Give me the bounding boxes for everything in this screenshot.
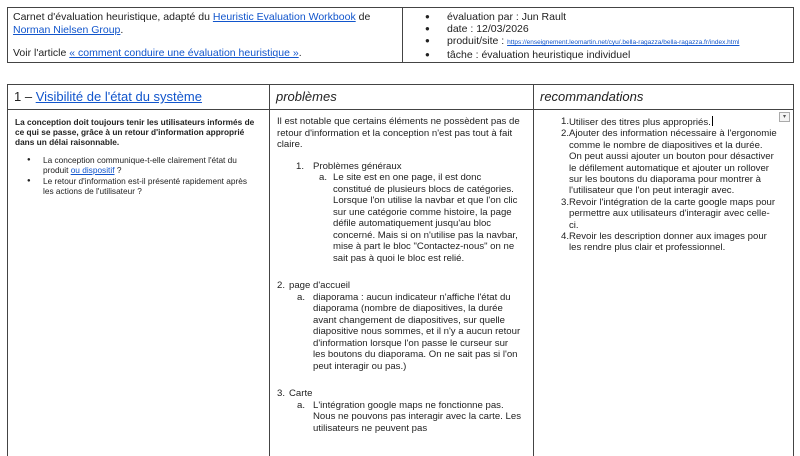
meta-list xyxy=(425,11,793,61)
problems-intro: Il est notable que certains éléments ne possèdent pas de retour d'information et la conception n'est pas tout à fait claire. xyxy=(277,116,520,150)
product-url-link[interactable]: https://enseignement.leomartin.net/cyu/.bella-ragazza/bella-ragazza.fr/index.html xyxy=(507,39,740,46)
item-letter: a. xyxy=(319,172,328,183)
section-heading xyxy=(277,161,527,173)
recommendation-item xyxy=(541,128,787,196)
item-number: 2. xyxy=(561,128,570,140)
meta-evaluator: ● évaluation par : Jun Rault xyxy=(425,11,793,23)
section-heading xyxy=(277,280,527,292)
item-text: Revoir les description donner aux images pour les rendre plus clair et professionnel. xyxy=(569,231,767,254)
heuristic-questions xyxy=(15,155,263,196)
item-text: Utiliser des titres plus appropriés. xyxy=(569,117,711,128)
section-number: 3. xyxy=(277,388,286,399)
heuristic-description-cell[interactable] xyxy=(8,110,269,456)
problem-section-general xyxy=(277,161,527,265)
recommendations-header: recommandations xyxy=(540,89,644,104)
problem-item xyxy=(277,400,527,435)
meta-product xyxy=(425,35,793,49)
item-letter: a. xyxy=(297,399,306,411)
source-mid: de xyxy=(355,11,371,23)
document-header-table xyxy=(7,7,794,63)
device-link[interactable]: ou dispositif xyxy=(70,165,115,175)
heuristic-table xyxy=(7,84,794,456)
heuristic-description: La conception doit toujours tenir les utilisateurs informés de ce qui se passe, grâce à un retour d'information approprié dans un délai raisonnable. xyxy=(15,117,255,147)
source-end: . xyxy=(120,24,124,36)
source-line xyxy=(13,11,397,37)
see-end: . xyxy=(298,47,302,59)
meta-date: ● date : 12/03/2026 xyxy=(425,23,793,35)
header-meta-cell xyxy=(403,8,793,62)
nng-link[interactable]: Norman Nielsen Group xyxy=(13,24,121,36)
item-number: 4. xyxy=(561,231,570,243)
workbook-link[interactable]: Heuristic Evaluation Workbook xyxy=(212,11,356,23)
recommendations-cell[interactable] xyxy=(534,110,793,456)
item-text: diaporama : aucun indicateur n'affiche l'état du diaporama (nombre de diapositives, la durée avant changement de diapositives, sur quelle diapositive nous sommes, et il n'y a aucun retour d'information lorsque l'on passe le curseur sur les boutons du diaporama. On ne sait pas si l'on peut interagir ou pas.) xyxy=(313,291,521,372)
heuristic-number: 1 – xyxy=(14,89,36,104)
section-number: 1. xyxy=(296,160,305,172)
item-text: Ajouter des information nécessaire à l'ergonomie comme le nombre de diapositives et la durée. On peut aussi ajouter un bouton pour désactiver le défilement automatique et ajouter un rollover sur les boutons du diaporama pour montrer à l'utilisateur que l'on peut interagir avec. xyxy=(569,128,777,197)
recommendations-column xyxy=(534,85,793,456)
problems-column xyxy=(270,85,534,456)
article-link[interactable]: « comment conduire une évaluation heuristique » xyxy=(69,47,299,59)
recommendation-item xyxy=(541,197,787,231)
chevron-down-icon[interactable]: ▾ xyxy=(779,112,790,122)
item-letter: a. xyxy=(297,291,306,303)
item-number: 1. xyxy=(561,116,570,127)
section-heading xyxy=(277,388,527,400)
section-number: 2. xyxy=(277,280,286,291)
problems-header: problèmes xyxy=(276,89,337,104)
see-article-line xyxy=(13,47,397,60)
heuristic-column xyxy=(8,85,270,456)
problem-item xyxy=(277,292,527,373)
text-cursor xyxy=(712,116,713,126)
meta-task: ● tâche : évaluation heuristique individuel xyxy=(425,49,793,61)
see-prefix: Voir l'article xyxy=(13,47,70,59)
question-item xyxy=(15,155,263,175)
section-title: Carte xyxy=(289,388,313,399)
source-prefix: Carnet d'évaluation heuristique, adapté du xyxy=(13,11,213,23)
problem-section-map xyxy=(277,388,527,434)
section-title: page d'accueil xyxy=(289,280,351,291)
problems-cell[interactable] xyxy=(270,110,533,456)
item-text: Le site est en one page, il est donc constitué de plusieurs blocs de catégories. Lorsque l'on utilise la navbar et que l'on clic sur une catégorie comme histoire, la page défile automatiquement jusqu'au bloc concerné. Mais si on n'utilise pas la navbar, mise à part le bloc "Contactez-nous" on ne sait pas à quoi le bloc est relié. xyxy=(333,172,518,264)
recommendations-list xyxy=(541,116,787,254)
item-text: Revoir l'intégration de la carte google maps pour permettre aux utilisateurs d'interagir avec celle-ci. xyxy=(569,196,776,231)
question-1-text: La conception communique-t-elle clairement l'état du produit xyxy=(43,155,237,175)
heuristic-title-cell xyxy=(8,85,269,109)
recommendation-item xyxy=(541,116,787,128)
section-title: Problèmes généraux xyxy=(313,160,402,172)
question-1-end: ? xyxy=(114,165,122,175)
recommendation-item xyxy=(541,231,787,254)
problem-item xyxy=(277,172,527,264)
item-number: 3. xyxy=(561,196,570,208)
product-label: produit/site : xyxy=(447,35,508,47)
heuristic-title-link[interactable]: Visibilité de l'état du système xyxy=(35,89,202,104)
problem-section-home xyxy=(277,280,527,372)
question-item: ● Le retour d'information est-il présenté rapidement après les actions de l'utilisateur ? xyxy=(15,176,263,196)
item-text: L'intégration google maps ne fonctionne pas. Nous ne pouvons pas interagir avec la carte. Les utilisateurs ne peuvent pas xyxy=(313,399,521,434)
header-source-cell xyxy=(8,8,403,62)
